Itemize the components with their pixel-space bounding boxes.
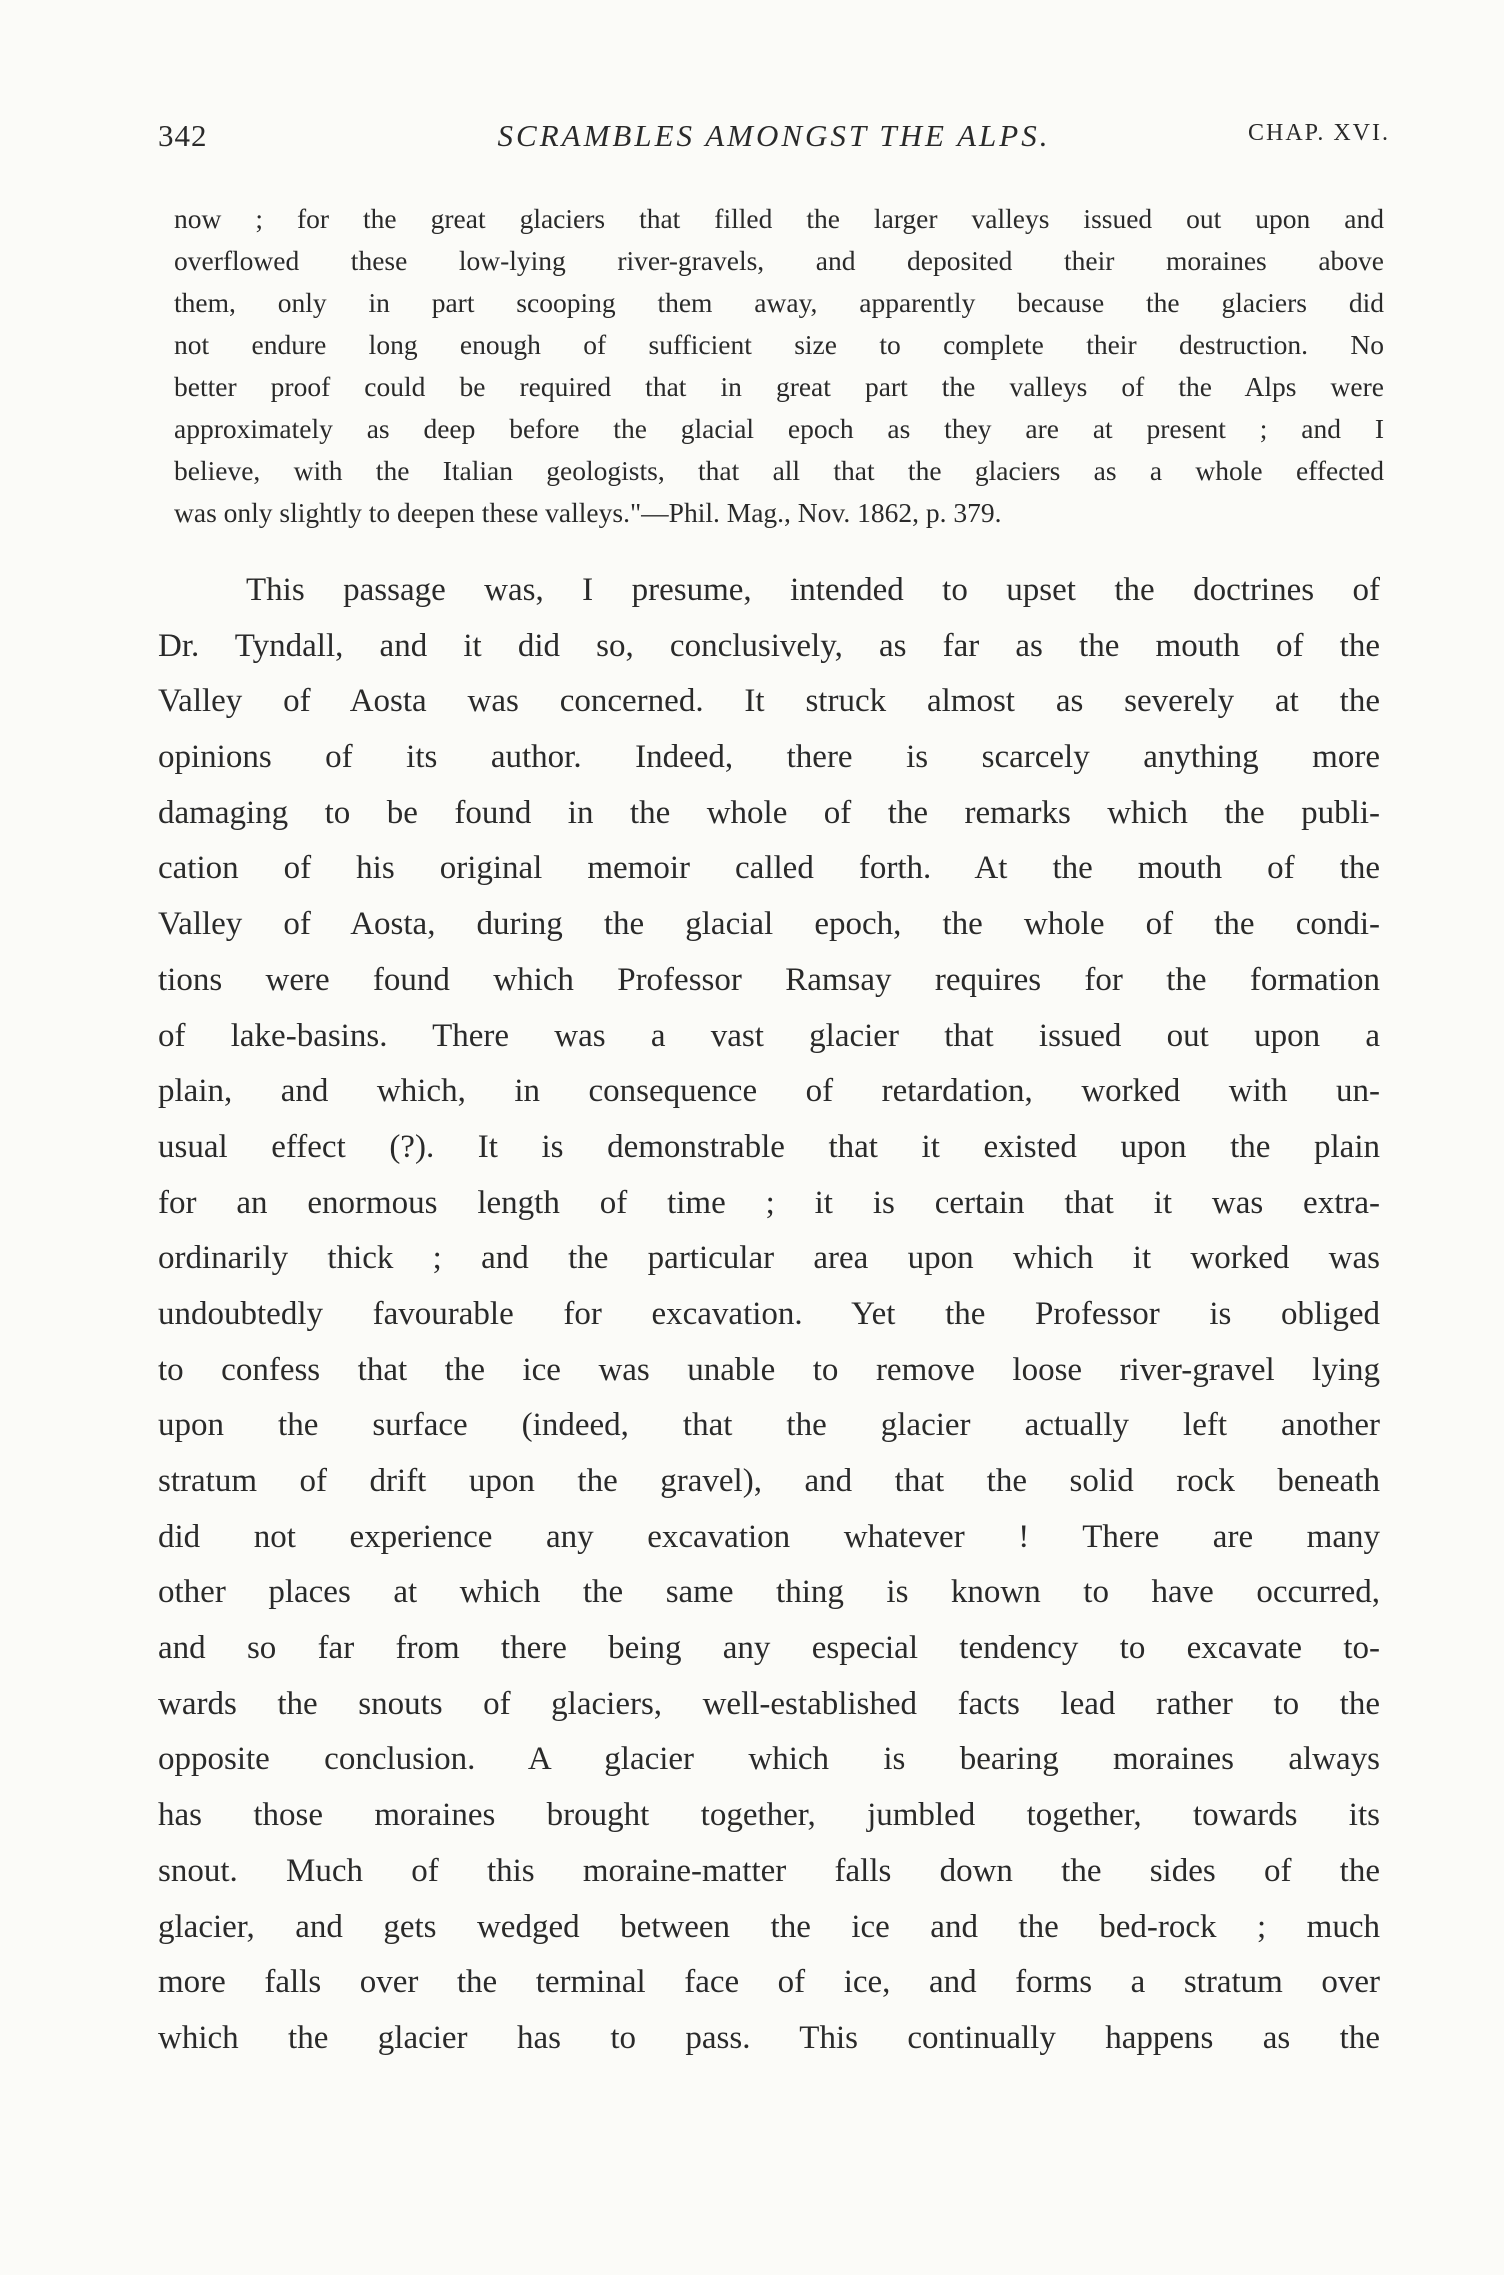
text-line: overflowed these low-lying river-gravels, and deposited their moraines above <box>174 245 1384 276</box>
text-line: which the glacier has to pass. This continually happens as the <box>158 2019 1380 2056</box>
text-line: tions were found which Professor Ramsay requires for the formation <box>158 961 1380 998</box>
text-line: now ; for the great glaciers that filled the larger valleys issued out upon and <box>174 203 1384 234</box>
text-line: ordinarily thick ; and the particular area upon which it worked was <box>158 1240 1380 1277</box>
text-line: Valley of Aosta, during the glacial epoch, the whole of the condi- <box>158 906 1380 943</box>
text-line: opinions of its author. Indeed, there is scarcely anything more <box>158 739 1380 776</box>
text-line: them, only in part scooping them away, apparently because the glaciers did <box>174 287 1384 318</box>
text-line: believe, with the Italian geologists, that all that the glaciers as a whole effected <box>174 455 1384 486</box>
page-header <box>158 118 1390 164</box>
text-line: did not experience any excavation whatever ! There are many <box>158 1518 1380 1555</box>
text-line: for an enormous length of time ; it is certain that it was extra- <box>158 1184 1380 1221</box>
text-line: Dr. Tyndall, and it did so, conclusively, as far as the mouth of the <box>158 627 1380 664</box>
text-line: better proof could be required that in great part the valleys of the Alps were <box>174 371 1384 402</box>
chapter-label: CHAP. XVI. <box>1247 120 1390 146</box>
text-line: Valley of Aosta was concerned. It struck almost as severely at the <box>158 683 1380 720</box>
text-line: usual effect (?). It is demonstrable that it existed upon the plain <box>158 1128 1380 1165</box>
text-line: other places at which the same thing is known to have occurred, <box>158 1574 1380 1611</box>
text-line: glacier, and gets wedged between the ice and the bed-rock ; much <box>158 1908 1380 1945</box>
text-line: and so far from there being any especial tendency to excavate to- <box>158 1630 1380 1667</box>
text-line: undoubtedly favourable for excavation. Yet the Professor is obliged <box>158 1295 1380 1332</box>
running-title: SCRAMBLES AMONGST THE ALPS. <box>497 118 1051 153</box>
text-line: more falls over the terminal face of ice, and forms a stratum over <box>158 1964 1380 2001</box>
text-line: upon the surface (indeed, that the glacier actually left another <box>158 1407 1380 1444</box>
text-line: This passage was, I presume, intended to upset the doctrines of <box>246 572 1380 608</box>
text-line: opposite conclusion. A glacier which is bearing moraines always <box>158 1741 1380 1778</box>
text-line: snout. Much of this moraine-matter falls down the sides of the <box>158 1852 1380 1889</box>
text-line: damaging to be found in the whole of the remarks which the publi- <box>158 794 1380 831</box>
text-line: plain, and which, in consequence of retardation, worked with un- <box>158 1073 1380 1110</box>
text-line: has those moraines brought together, jumbled together, towards its <box>158 1797 1380 1834</box>
quoted-passage <box>174 198 1384 534</box>
text-line: cation of his original memoir called forth. At the mouth of the <box>158 850 1380 887</box>
text-line: wards the snouts of glaciers, well-established facts lead rather to the <box>158 1685 1380 1722</box>
text-line: not endure long enough of sufficient size to complete their destruction. No <box>174 329 1384 360</box>
body-paragraph <box>158 563 1380 2067</box>
text-line: stratum of drift upon the gravel), and that the solid rock beneath <box>158 1463 1380 1499</box>
text-line: of lake-basins. There was a vast glacier that issued out upon a <box>158 1017 1380 1054</box>
text-line: to confess that the ice was unable to remove loose river-gravel lying <box>158 1351 1380 1388</box>
text-line: was only slightly to deepen these valleys."—Phil. Mag., Nov. 1862, p. 379. <box>174 497 1002 528</box>
text-line: approximately as deep before the glacial epoch as they are at present ; and I <box>174 413 1384 444</box>
page-number: 342 <box>158 118 208 153</box>
